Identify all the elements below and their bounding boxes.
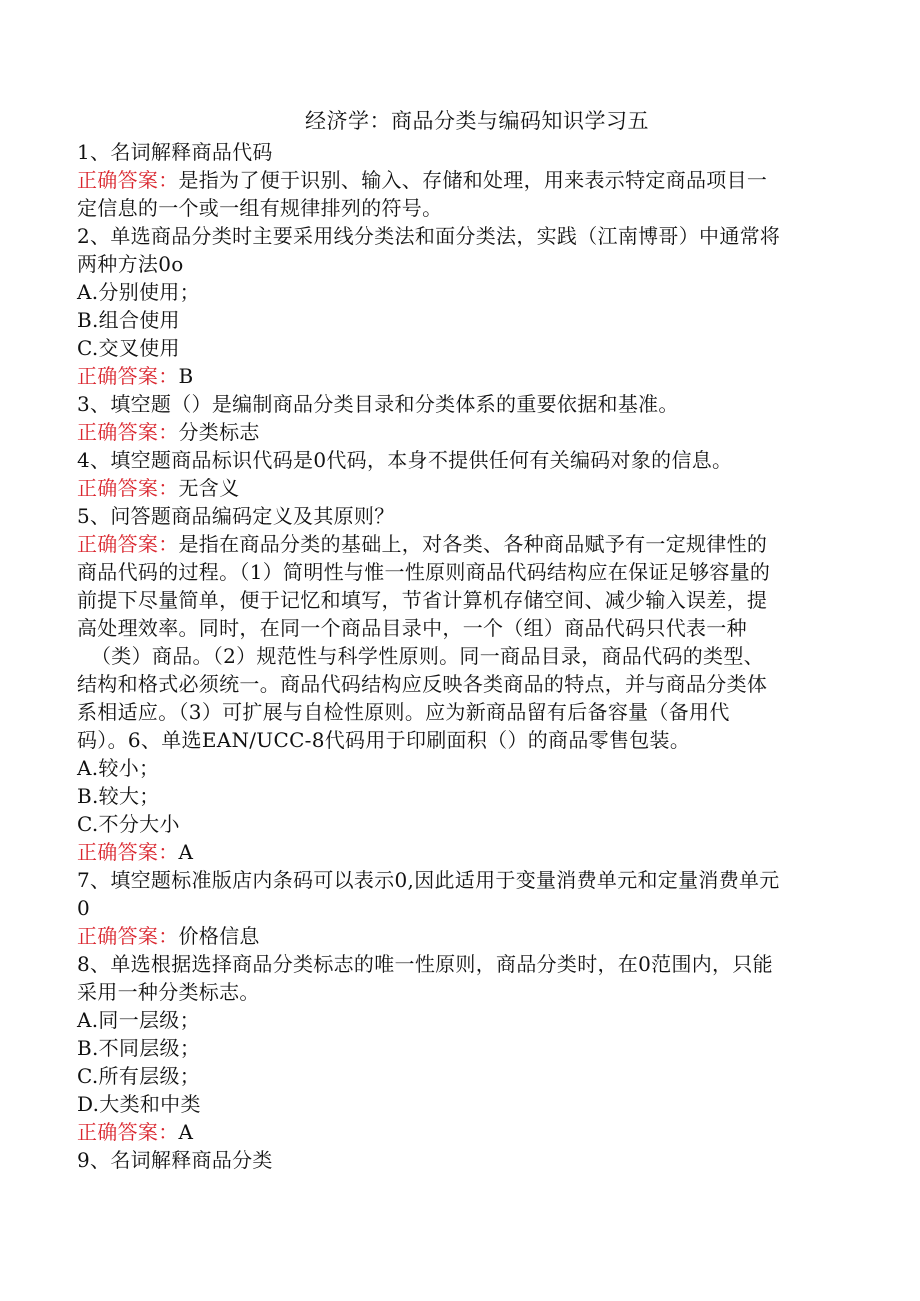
text-line: 商品代码的过程。（1）简明性与惟一性原则商品代码结构应在保证足够容量的 — [77, 560, 771, 584]
question-line: 5、问答题商品编码定义及其原则？ — [77, 504, 395, 528]
text-line: D.大类和中类 — [77, 1092, 201, 1116]
text-line: A.分别使用； — [77, 280, 200, 304]
answer-text: 分类标志 — [178, 420, 260, 444]
document-page — [77, 104, 847, 1174]
answer-line — [77, 1118, 847, 1146]
answer-line — [77, 838, 847, 866]
answer-label: 正确答案： — [77, 364, 179, 388]
answer-text: 价格信息 — [178, 924, 260, 948]
text-line: 系相适应。（3）可扩展与自检性原则。应为新商品留有后备容量（备用代 — [77, 700, 730, 724]
answer-label: 正确答案： — [77, 420, 179, 444]
text-line: 两种方法0o — [77, 252, 184, 276]
answer-label: 正确答案： — [77, 476, 179, 500]
text-line: B.不同层级； — [77, 1036, 201, 1060]
text-line: B.较大； — [77, 784, 160, 808]
text-line: C.交叉使用 — [77, 336, 180, 360]
answer-line — [77, 166, 847, 194]
question-line: 3、填空题（）是编制商品分类目录和分类体系的重要依据和基准。 — [77, 392, 679, 416]
answer-label: 正确答案： — [77, 168, 179, 192]
text-line: C.不分大小 — [77, 812, 180, 836]
answer-text: 是指为了便于识别、输入、存储和处理，用来表示特定商品项目一 — [178, 168, 768, 192]
question-line: 8、单选根据选择商品分类标志的唯一性原则，商品分类时，在0范围内，只能 — [77, 952, 773, 976]
text-line: 前提下尽量简单，便于记忆和填写，节省计算机存储空间、减少输入误差，提 — [77, 588, 768, 612]
text-line: （类）商品。（2）规范性与科学性原则。同一商品目录，商品代码的类型、 — [91, 644, 764, 668]
answer-line — [77, 362, 847, 390]
answer-label: 正确答案： — [77, 840, 179, 864]
document-title: 经济学：商品分类与编码知识学习五 — [305, 109, 649, 133]
document-body — [77, 138, 847, 1174]
answer-label: 正确答案： — [77, 532, 179, 556]
text-line: 0 — [77, 896, 91, 920]
text-line: A.同一层级； — [77, 1008, 200, 1032]
answer-text: A — [178, 840, 194, 864]
answer-label: 正确答案： — [77, 924, 179, 948]
question-line: 1、名词解释商品代码 — [77, 140, 273, 164]
answer-text: A — [178, 1120, 194, 1144]
answer-line — [77, 474, 847, 502]
answer-text: 是指在商品分类的基础上，对各类、各种商品赋予有一定规律性的 — [178, 532, 768, 556]
answer-line — [77, 922, 847, 950]
question-line: 2、单选商品分类时主要采用线分类法和面分类法，实践（江南博哥）中通常将 — [77, 224, 781, 248]
text-line: 结构和格式必须统一。商品代码结构应反映各类商品的特点，并与商品分类体 — [77, 672, 768, 696]
text-line: 高处理效率。同时，在同一个商品目录中，一个（组）商品代码只代表一种 — [77, 616, 747, 640]
question-line: 4、填空题商品标识代码是0代码，本身不提供任何有关编码对象的信息。 — [77, 448, 733, 472]
text-line: 码）。6、单选EAN/UCC-8代码用于印刷面积（）的商品零售包装。 — [77, 728, 691, 752]
answer-line — [77, 418, 847, 446]
question-line: 7、填空题标准版店内条码可以表示0,因此适用于变量消费单元和定量消费单元 — [77, 868, 780, 892]
text-line: C.所有层级； — [77, 1064, 201, 1088]
text-line: 定信息的一个或一组有规律排列的符号。 — [77, 196, 443, 220]
text-line: A.较小； — [77, 756, 160, 780]
answer-text: 无含义 — [178, 476, 240, 500]
answer-text: B — [178, 364, 194, 388]
text-line: 采用一种分类标志。 — [77, 980, 260, 1004]
answer-line — [77, 530, 847, 558]
answer-label: 正确答案： — [77, 1120, 179, 1144]
question-line: 9、名词解释商品分类 — [77, 1148, 273, 1172]
text-line: B.组合使用 — [77, 308, 180, 332]
